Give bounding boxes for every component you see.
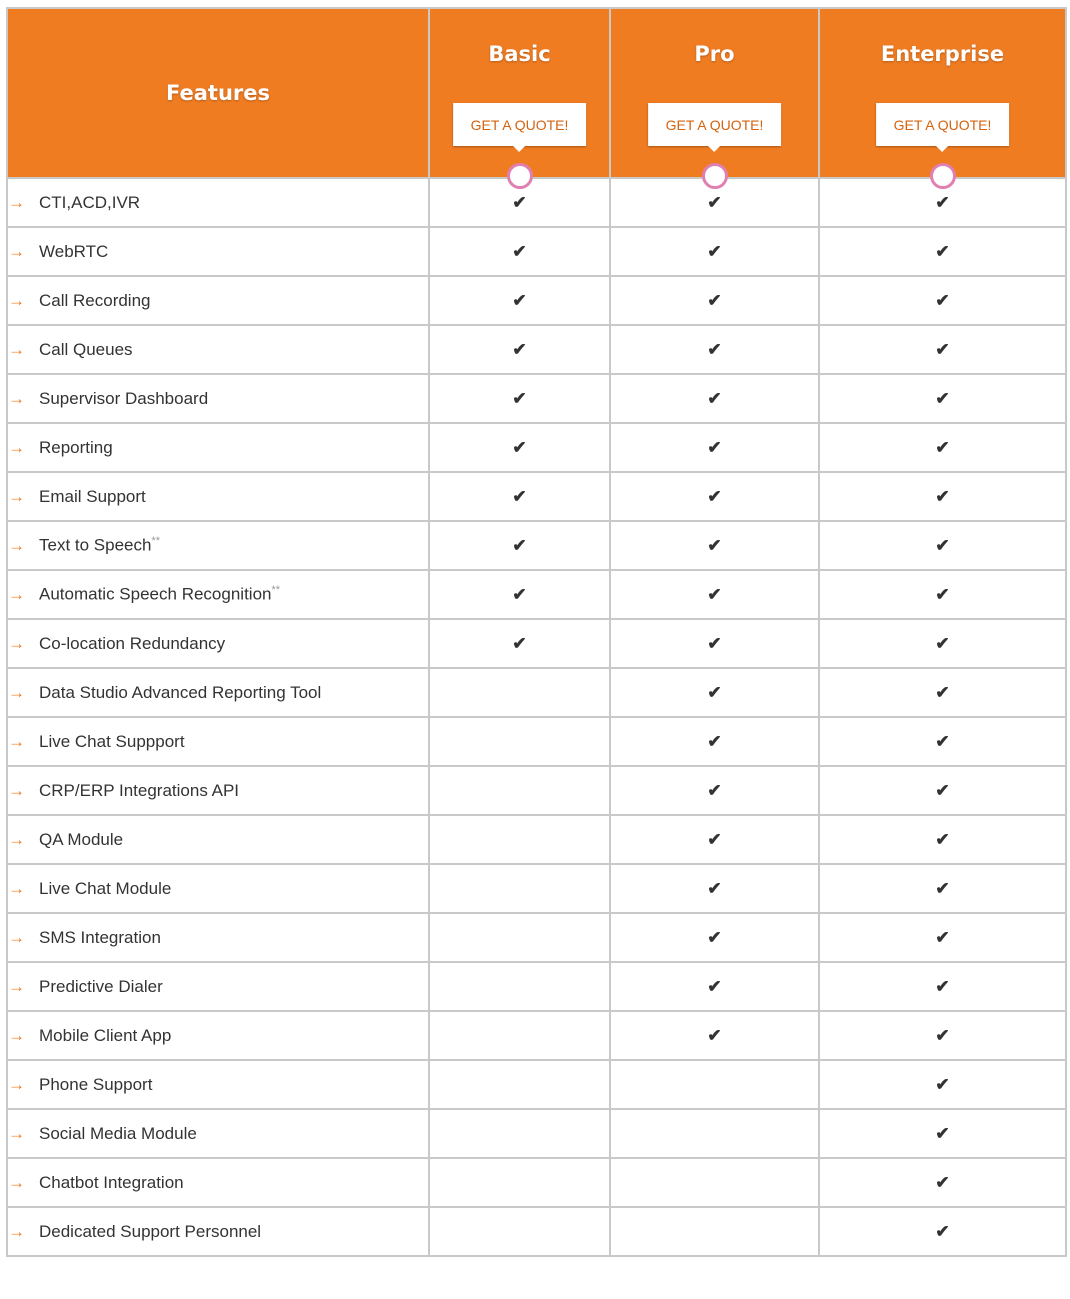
check-icon: ✔ (707, 633, 722, 653)
feature-label: Email Support (39, 486, 146, 506)
circle-marker-icon (507, 163, 533, 189)
arrow-right-icon: → (8, 241, 25, 261)
basic-cell (429, 962, 610, 1011)
feature-label: Social Media Module (39, 1123, 197, 1143)
enterprise-cell (819, 1207, 1066, 1256)
feature-footnote-mark: ** (271, 584, 281, 597)
arrow-right-icon: → (8, 682, 25, 702)
pro-cell (610, 1207, 819, 1256)
check-icon: ✔ (707, 584, 722, 604)
arrow-right-icon: → (8, 878, 25, 898)
basic-cell (429, 668, 610, 717)
table-row (7, 1158, 1066, 1207)
check-icon: ✔ (512, 584, 527, 604)
feature-cell (7, 815, 429, 864)
check-icon: ✔ (707, 535, 722, 555)
feature-cell (7, 913, 429, 962)
feature-cell (7, 1011, 429, 1060)
feature-cell (7, 1060, 429, 1109)
table-row (7, 1060, 1066, 1109)
feature-label: CRP/ERP Integrations API (39, 780, 240, 800)
enterprise-cell (819, 423, 1066, 472)
table-row (7, 1011, 1066, 1060)
pro-cell (610, 423, 819, 472)
arrow-right-icon: → (8, 339, 25, 359)
pro-cell (610, 472, 819, 521)
check-icon: ✔ (707, 486, 722, 506)
check-icon: ✔ (512, 192, 527, 212)
check-icon: ✔ (935, 927, 950, 947)
table-row (7, 276, 1066, 325)
check-icon: ✔ (512, 388, 527, 408)
check-icon: ✔ (935, 633, 950, 653)
check-icon: ✔ (935, 535, 950, 555)
feature-cell (7, 717, 429, 766)
basic-cell (429, 1207, 610, 1256)
pro-cell (610, 227, 819, 276)
check-icon: ✔ (935, 584, 950, 604)
features-header: Features (7, 8, 429, 178)
pro-cell (610, 276, 819, 325)
pro-cell (610, 668, 819, 717)
check-icon: ✔ (512, 437, 527, 457)
feature-cell (7, 374, 429, 423)
feature-cell (7, 1158, 429, 1207)
table-row (7, 717, 1066, 766)
check-icon: ✔ (707, 878, 722, 898)
feature-label: Text to Speech (39, 535, 152, 555)
arrow-right-icon: → (8, 290, 25, 310)
feature-label: Data Studio Advanced Reporting Tool (39, 682, 322, 702)
table-row (7, 521, 1066, 570)
table-row (7, 227, 1066, 276)
feature-cell (7, 619, 429, 668)
feature-label: Chatbot Integration (39, 1172, 184, 1192)
feature-label: Dedicated Support Personnel (39, 1221, 262, 1241)
enterprise-cell (819, 717, 1066, 766)
check-icon: ✔ (935, 1221, 950, 1241)
check-icon: ✔ (935, 682, 950, 702)
check-icon: ✔ (707, 780, 722, 800)
arrow-right-icon: → (8, 1221, 25, 1241)
check-icon: ✔ (935, 731, 950, 751)
pro-cell (610, 962, 819, 1011)
pro-cell (610, 1011, 819, 1060)
arrow-right-icon: → (8, 829, 25, 849)
check-icon: ✔ (935, 388, 950, 408)
feature-cell (7, 766, 429, 815)
table-row (7, 668, 1066, 717)
plan-name: Enterprise (880, 42, 1005, 66)
enterprise-cell (819, 766, 1066, 815)
check-icon: ✔ (707, 290, 722, 310)
feature-label: CTI,ACD,IVR (39, 192, 141, 212)
pro-get-quote-button[interactable]: GET A QUOTE! (648, 103, 782, 146)
pro-cell (610, 570, 819, 619)
basic-cell (429, 1109, 610, 1158)
feature-label: WebRTC (39, 241, 109, 261)
feature-label: Automatic Speech Recognition (39, 584, 272, 604)
arrow-right-icon: → (8, 780, 25, 800)
basic-cell (429, 619, 610, 668)
check-icon: ✔ (512, 241, 527, 261)
table-row (7, 374, 1066, 423)
check-icon: ✔ (512, 486, 527, 506)
pro-cell (610, 521, 819, 570)
arrow-right-icon: → (8, 192, 25, 212)
feature-label: Reporting (39, 437, 113, 457)
arrow-right-icon: → (8, 976, 25, 996)
basic-cell (429, 766, 610, 815)
basic-cell (429, 1158, 610, 1207)
enterprise-cell (819, 668, 1066, 717)
arrow-right-icon: → (8, 584, 25, 604)
table-row (7, 178, 1066, 227)
enterprise-cell (819, 913, 1066, 962)
feature-cell (7, 325, 429, 374)
check-icon: ✔ (512, 290, 527, 310)
arrow-right-icon: → (8, 1074, 25, 1094)
feature-cell (7, 227, 429, 276)
basic-cell (429, 276, 610, 325)
feature-cell (7, 864, 429, 913)
check-icon: ✔ (935, 1074, 950, 1094)
table-row (7, 815, 1066, 864)
pro-cell (610, 325, 819, 374)
arrow-right-icon: → (8, 927, 25, 947)
pro-cell (610, 864, 819, 913)
arrow-right-icon: → (8, 1025, 25, 1045)
feature-label: Live Chat Suppport (39, 731, 185, 751)
check-icon: ✔ (935, 829, 950, 849)
enterprise-cell (819, 815, 1066, 864)
plan-basic-header (429, 8, 610, 178)
basic-cell (429, 521, 610, 570)
plan-name: Basic (488, 42, 551, 66)
pro-cell (610, 1109, 819, 1158)
check-icon: ✔ (512, 633, 527, 653)
feature-cell (7, 521, 429, 570)
check-icon: ✔ (707, 339, 722, 359)
feature-label: Predictive Dialer (39, 976, 163, 996)
check-icon: ✔ (935, 339, 950, 359)
basic-cell (429, 423, 610, 472)
feature-label: QA Module (39, 829, 124, 849)
table-row (7, 325, 1066, 374)
arrow-right-icon: → (8, 633, 25, 653)
check-icon: ✔ (707, 976, 722, 996)
basic-cell (429, 570, 610, 619)
table-header (7, 8, 1066, 178)
pro-cell (610, 815, 819, 864)
check-icon: ✔ (707, 388, 722, 408)
feature-footnote-mark: ** (151, 535, 161, 548)
enterprise-get-quote-button[interactable]: GET A QUOTE! (876, 103, 1010, 146)
pro-cell (610, 1060, 819, 1109)
table-row (7, 962, 1066, 1011)
enterprise-cell (819, 521, 1066, 570)
check-icon: ✔ (707, 731, 722, 751)
feature-label: Call Recording (39, 290, 151, 310)
enterprise-cell (819, 1011, 1066, 1060)
plan-name: Pro (694, 42, 735, 66)
feature-cell (7, 472, 429, 521)
feature-cell (7, 423, 429, 472)
feature-cell (7, 668, 429, 717)
check-icon: ✔ (707, 437, 722, 457)
arrow-right-icon: → (8, 1123, 25, 1143)
check-icon: ✔ (935, 1025, 950, 1045)
check-icon: ✔ (512, 339, 527, 359)
arrow-right-icon: → (8, 437, 25, 457)
feature-cell (7, 1109, 429, 1158)
pro-cell (610, 374, 819, 423)
basic-cell (429, 325, 610, 374)
check-icon: ✔ (707, 241, 722, 261)
feature-cell (7, 570, 429, 619)
pro-cell (610, 717, 819, 766)
basic-cell (429, 1011, 610, 1060)
pro-cell (610, 913, 819, 962)
table-row (7, 570, 1066, 619)
check-icon: ✔ (935, 878, 950, 898)
pro-cell (610, 766, 819, 815)
table-row (7, 913, 1066, 962)
feature-cell (7, 962, 429, 1011)
basic-cell (429, 472, 610, 521)
check-icon: ✔ (935, 976, 950, 996)
enterprise-cell (819, 374, 1066, 423)
circle-marker-icon (930, 163, 956, 189)
check-icon: ✔ (707, 1025, 722, 1045)
check-icon: ✔ (512, 535, 527, 555)
pro-cell (610, 1158, 819, 1207)
check-icon: ✔ (935, 192, 950, 212)
circle-marker-icon (702, 163, 728, 189)
enterprise-cell (819, 325, 1066, 374)
table-row (7, 619, 1066, 668)
table-row (7, 766, 1066, 815)
feature-label: SMS Integration (39, 927, 161, 947)
check-icon: ✔ (935, 241, 950, 261)
check-icon: ✔ (935, 290, 950, 310)
enterprise-cell (819, 227, 1066, 276)
enterprise-cell (819, 570, 1066, 619)
basic-cell (429, 864, 610, 913)
table-row (7, 1109, 1066, 1158)
enterprise-cell (819, 1109, 1066, 1158)
table-row (7, 864, 1066, 913)
table-row (7, 423, 1066, 472)
check-icon: ✔ (935, 1123, 950, 1143)
basic-get-quote-button[interactable]: GET A QUOTE! (453, 103, 587, 146)
basic-cell (429, 717, 610, 766)
arrow-right-icon: → (8, 1172, 25, 1192)
feature-label: Call Queues (39, 339, 133, 359)
enterprise-cell (819, 472, 1066, 521)
enterprise-cell (819, 864, 1066, 913)
check-icon: ✔ (935, 486, 950, 506)
basic-cell (429, 1060, 610, 1109)
check-icon: ✔ (707, 682, 722, 702)
feature-label: Live Chat Module (39, 878, 172, 898)
arrow-right-icon: → (8, 731, 25, 751)
enterprise-cell (819, 962, 1066, 1011)
pricing-comparison-table (6, 7, 1067, 1257)
arrow-right-icon: → (8, 486, 25, 506)
enterprise-cell (819, 1060, 1066, 1109)
feature-label: Supervisor Dashboard (39, 388, 209, 408)
feature-cell (7, 276, 429, 325)
check-icon: ✔ (707, 927, 722, 947)
check-icon: ✔ (707, 192, 722, 212)
check-icon: ✔ (707, 829, 722, 849)
arrow-right-icon: → (8, 535, 25, 555)
table-row (7, 1207, 1066, 1256)
feature-label: Phone Support (39, 1074, 153, 1094)
arrow-right-icon: → (8, 388, 25, 408)
enterprise-cell (819, 276, 1066, 325)
plan-pro-header (610, 8, 819, 178)
check-icon: ✔ (935, 1172, 950, 1192)
feature-cell (7, 1207, 429, 1256)
plan-enterprise-header (819, 8, 1066, 178)
basic-cell (429, 374, 610, 423)
table-row (7, 472, 1066, 521)
feature-label: Mobile Client App (39, 1025, 172, 1045)
feature-cell (7, 178, 429, 227)
basic-cell (429, 913, 610, 962)
basic-cell (429, 227, 610, 276)
basic-cell (429, 815, 610, 864)
enterprise-cell (819, 1158, 1066, 1207)
check-icon: ✔ (935, 780, 950, 800)
feature-label: Co-location Redundancy (39, 633, 226, 653)
check-icon: ✔ (935, 437, 950, 457)
enterprise-cell (819, 619, 1066, 668)
pro-cell (610, 619, 819, 668)
